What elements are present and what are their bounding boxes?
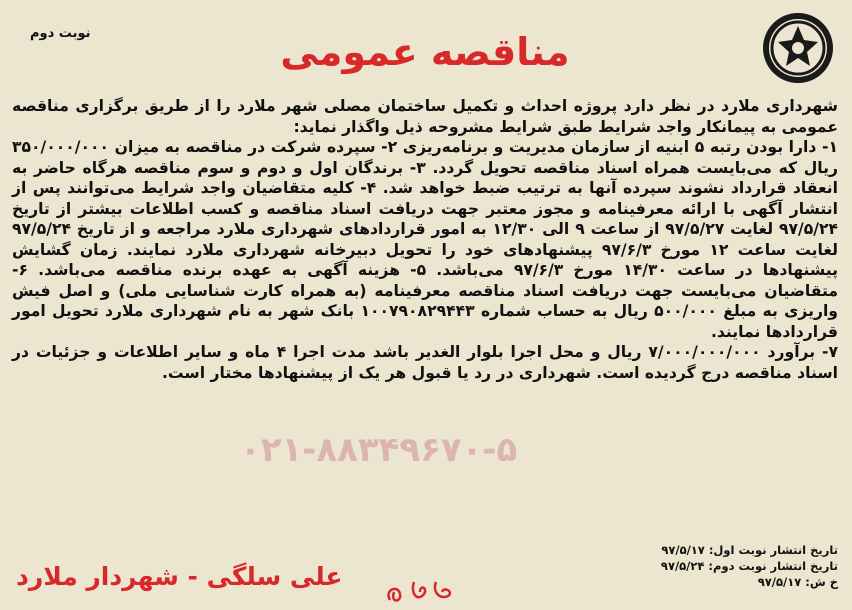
first-publish-date: تاریخ انتشار نوبت اول: ۹۷/۵/۱۷ [661,543,838,557]
notice-body [12,96,838,383]
notice-code: خ ش: ۹۷/۵/۱۷ [757,575,838,589]
municipality-emblem-icon [760,10,836,86]
phone-watermark: ۰۲۱-۸۸۳۴۹۶۷۰-۵ [240,430,518,470]
handwritten-number [380,570,470,610]
second-publish-date: تاریخ انتشار نوبت دوم: ۹۷/۵/۲۴ [660,559,838,573]
notice-intro: شهرداری ملارد در نظر دارد پروژه احداث و تکمیل ساختمان مصلی شهر ملارد را از طریق برگزاری مناقصه عمومی به پیمانکار واجد شرایط طبق شرایط مشروحه ذیل واگذار نماید: [12,97,838,136]
publication-dates [661,542,838,590]
notice-conditions: ۱- دارا بودن رتبه ۵ ابنیه از سازمان مدیریت و برنامه‌ریزی ۲- سپرده شرکت در مناقصه به میزان ۳۵۰/۰۰۰/۰۰۰ ریال که می‌بایست همراه اسناد مناقصه تحویل گردد. ۳- برندگان اول و دوم و سوم مناقصه هرگاه حاضر به انعقاد قرارداد نشوند سپرده آنها به ترتیب ضبط خواهد شد. ۴- کلیه متقاضیان واجد شرایط می‌توانند پس از انتشار آگهی با ارائه معرفینامه و مجوز معتبر جهت دریافت اسناد مناقصه و کسب اطلاعات بیشتر از تاریخ ۹۷/۵/۲۴ لغایت ۹۷/۵/۲۷ از ساعت ۹ الی ۱۲/۳۰ به امور قراردادهای شهرداری ملارد مراجعه و از تاریخ ۹۷/۵/۲۴ لغایت ساعت ۱۲ مورخ ۹۷/۶/۳ پیشنهادهای خود را تحویل دبیرخانه شهرداری ملارد نمایند. زمان گشایش پیشنهادها در ساعت ۱۴/۳۰ مورخ ۹۷/۶/۳ می‌باشد. ۵- هزینه آگهی به عهده برنده مناقصه می‌باشد. ۶- متقاضیان می‌بایست جهت دریافت اسناد مناقصه معرفینامه (به همراه کارت شناسایی ملی) و اصل فیش واریزی به مبلغ ۵۰۰/۰۰۰ ریال به حساب شماره ۱۰۰۷۹۰۸۲۹۴۴۳ بانک شهر به نام شهرداری ملارد تحویل امور قراردادها نمایند. [12,138,839,341]
mayor-signature: علی سلگی - شهردار ملارد [16,562,343,591]
notice-estimate: ۷- برآورد ۷/۰۰۰/۰۰۰/۰۰۰ ریال و محل اجرا بلوار الغدیر باشد مدت اجرا ۴ ماه و سایر اطلاعات و جزئیات در اسناد مناقصه درج گردیده است. شهرداری در رد یا قبول هر یک از پیشنهادها مختار است. [12,343,838,382]
publication-badge: نوبت دوم [30,26,91,41]
notice-title: مناقصه عمومی [280,30,570,74]
